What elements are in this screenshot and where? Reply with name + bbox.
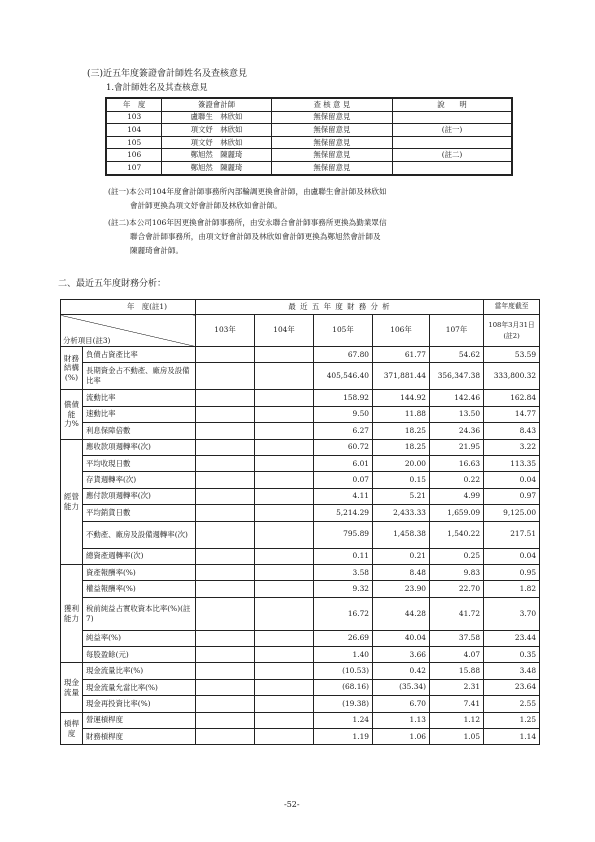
analysis-item: 現金流量比率(%): [83, 663, 196, 679]
value-cell: (35.34): [373, 679, 430, 695]
current-value-cell: 14.77: [484, 406, 540, 422]
header-analysis-item: 分析項目(註3): [61, 315, 196, 347]
analysis-item: 財務槓桿度: [83, 729, 196, 745]
value-cell: (10.53): [314, 663, 373, 679]
fin-data-row: [61, 548, 540, 564]
current-value-cell: 162.84: [484, 390, 540, 406]
value-cell: 0.11: [314, 548, 373, 564]
value-cell: 5.21: [373, 488, 430, 504]
value-cell: 16.63: [430, 455, 484, 471]
value-cell: 1.05: [430, 729, 484, 745]
value-cell: [196, 406, 255, 422]
value-cell: [196, 390, 255, 406]
fin-data-row: [61, 729, 540, 745]
value-cell: [196, 455, 255, 471]
category-label: 槓桿度: [61, 712, 83, 745]
auditor-row: [106, 149, 512, 162]
header-year-3: 105年: [314, 315, 373, 347]
auditor-year: 104: [106, 124, 162, 137]
header-opinion: 查 核 意 見: [271, 98, 392, 111]
value-cell: 1,458.38: [373, 521, 430, 548]
fin-data-row: [61, 423, 540, 439]
value-cell: 54.62: [430, 347, 484, 363]
fin-header-row-2: [61, 315, 540, 347]
current-value-cell: 8.43: [484, 423, 540, 439]
value-cell: 158.92: [314, 390, 373, 406]
fin-data-row: [61, 406, 540, 422]
analysis-item: 純益率(%): [83, 630, 196, 646]
analysis-item: 總資產週轉率(次): [83, 548, 196, 564]
value-cell: 2.31: [430, 679, 484, 695]
value-cell: [255, 439, 314, 455]
value-cell: [196, 581, 255, 597]
category-label: 獲利能力: [61, 564, 83, 663]
value-cell: [196, 472, 255, 488]
fin-data-row: [61, 564, 540, 580]
auditor-year: 106: [106, 149, 162, 162]
value-cell: 40.04: [373, 630, 430, 646]
value-cell: 13.50: [430, 406, 484, 422]
value-cell: 11.88: [373, 406, 430, 422]
value-cell: 4.07: [430, 647, 484, 663]
value-cell: 15.88: [430, 663, 484, 679]
value-cell: [255, 729, 314, 745]
value-cell: [255, 406, 314, 422]
auditor-cpa: 鄭旭然 陳麗琦: [162, 161, 271, 174]
category-label: 財務結構(%): [61, 347, 83, 390]
value-cell: [196, 347, 255, 363]
value-cell: [255, 647, 314, 663]
value-cell: 0.07: [314, 472, 373, 488]
auditor-table: [105, 97, 513, 176]
value-cell: [255, 521, 314, 548]
value-cell: [255, 679, 314, 695]
value-cell: [255, 488, 314, 504]
value-cell: [196, 439, 255, 455]
analysis-item: 流動比率: [83, 390, 196, 406]
fin-header-row-1: [61, 300, 540, 315]
header-year: 年 度: [106, 98, 162, 111]
auditor-row: [106, 111, 512, 124]
value-cell: [196, 521, 255, 548]
auditor-note: [393, 161, 512, 174]
fin-data-row: [61, 630, 540, 646]
value-cell: 144.92: [373, 390, 430, 406]
value-cell: 1.13: [373, 712, 430, 728]
value-cell: 6.70: [373, 696, 430, 712]
value-cell: [196, 564, 255, 580]
value-cell: [196, 505, 255, 521]
value-cell: (68.16): [314, 679, 373, 695]
auditor-row: [106, 136, 512, 149]
fin-data-row: [61, 505, 540, 521]
auditor-note: [393, 111, 512, 124]
value-cell: 7.41: [430, 696, 484, 712]
current-value-cell: 3.70: [484, 597, 540, 630]
value-cell: 26.69: [314, 630, 373, 646]
fin-data-row: [61, 363, 540, 390]
header-current: [484, 315, 540, 347]
value-cell: 37.58: [430, 630, 484, 646]
fin-data-row: [61, 472, 540, 488]
value-cell: [196, 548, 255, 564]
auditor-opinion: 無保留意見: [271, 136, 392, 149]
fin-data-row: [61, 712, 540, 728]
auditor-opinion: 無保留意見: [271, 124, 392, 137]
value-cell: 2,433.33: [373, 505, 430, 521]
fin-data-row: [61, 663, 540, 679]
header-year-label: 年 度(註1): [61, 300, 196, 315]
section3-title: (三)近五年度簽證會計師姓名及查核意見: [87, 69, 248, 79]
auditor-year: 103: [106, 111, 162, 124]
value-cell: 142.46: [430, 390, 484, 406]
analysis-item: 資產報酬率(%): [83, 564, 196, 580]
header-cpa: 簽證會計師: [162, 98, 271, 111]
value-cell: [196, 647, 255, 663]
value-cell: [255, 390, 314, 406]
fin-data-row: [61, 488, 540, 504]
value-cell: 23.90: [373, 581, 430, 597]
analysis-item: 長期資金占不動產、廠房及設備比率: [83, 363, 196, 390]
current-value-cell: 0.35: [484, 647, 540, 663]
financial-analysis-table: [60, 299, 540, 745]
analysis-item: 稅前純益占實收資本比率(%)(註7): [83, 597, 196, 630]
current-value-cell: 3.22: [484, 439, 540, 455]
value-cell: [255, 712, 314, 728]
fin-data-row: [61, 521, 540, 548]
value-cell: [196, 663, 255, 679]
value-cell: [196, 363, 255, 390]
analysis-item: 存貨週轉率(次): [83, 472, 196, 488]
value-cell: 1,540.22: [430, 521, 484, 548]
auditor-note: [393, 136, 512, 149]
value-cell: 16.72: [314, 597, 373, 630]
value-cell: [196, 712, 255, 728]
header-year-4: 106年: [373, 315, 430, 347]
value-cell: [255, 564, 314, 580]
current-value-cell: 1.25: [484, 712, 540, 728]
value-cell: 41.72: [430, 597, 484, 630]
value-cell: 0.42: [373, 663, 430, 679]
auditor-year: 105: [106, 136, 162, 149]
note-1-line-2: 會計師更換為項文妤會計師及林欣如會計師。: [130, 201, 282, 210]
section2-title: 二、最近五年度財務分析：: [58, 279, 167, 289]
analysis-item: 營運槓桿度: [83, 712, 196, 728]
category-label: 現金流量: [61, 663, 83, 712]
value-cell: 1,659.09: [430, 505, 484, 521]
auditor-note: (註一): [393, 124, 512, 137]
analysis-item: 現金再投資比率(%): [83, 696, 196, 712]
value-cell: [196, 597, 255, 630]
value-cell: 9.83: [430, 564, 484, 580]
value-cell: 20.00: [373, 455, 430, 471]
fin-data-row: [61, 597, 540, 630]
value-cell: 371,881.44: [373, 363, 430, 390]
value-cell: 1.40: [314, 647, 373, 663]
auditor-row: [106, 161, 512, 174]
value-cell: [255, 663, 314, 679]
header-year-2: 104年: [255, 315, 314, 347]
current-value-cell: 113.35: [484, 455, 540, 471]
current-value-cell: 0.97: [484, 488, 540, 504]
value-cell: 22.70: [430, 581, 484, 597]
value-cell: (19.38): [314, 696, 373, 712]
note-2-line-2: 聯合會計師事務所，由項文妤會計師及林欣如會計師更換為鄭旭然會計師及: [130, 232, 381, 241]
auditor-row: [106, 124, 512, 137]
value-cell: [196, 488, 255, 504]
header-current-top: 當年度截至: [484, 300, 540, 315]
value-cell: 6.27: [314, 423, 373, 439]
value-cell: [196, 630, 255, 646]
current-value-cell: 0.04: [484, 472, 540, 488]
value-cell: 0.21: [373, 548, 430, 564]
value-cell: 61.77: [373, 347, 430, 363]
value-cell: [255, 423, 314, 439]
fin-data-row: [61, 647, 540, 663]
auditor-cpa: 項文妤 林欣如: [162, 136, 271, 149]
value-cell: [255, 363, 314, 390]
analysis-item: 速動比率: [83, 406, 196, 422]
header-span-title: 最 近 五 年 度 財 務 分 析: [196, 300, 484, 315]
value-cell: 21.95: [430, 439, 484, 455]
value-cell: 5,214.29: [314, 505, 373, 521]
analysis-item: 現金流量允當比率(%): [83, 679, 196, 695]
value-cell: [196, 696, 255, 712]
value-cell: [255, 581, 314, 597]
fin-data-row: [61, 347, 540, 363]
value-cell: 0.15: [373, 472, 430, 488]
auditor-opinion: 無保留意見: [271, 161, 392, 174]
analysis-item: 應付款項週轉率(次): [83, 488, 196, 504]
value-cell: 1.06: [373, 729, 430, 745]
value-cell: 3.66: [373, 647, 430, 663]
header-year-1: 103年: [196, 315, 255, 347]
value-cell: 8.48: [373, 564, 430, 580]
fin-data-row: [61, 390, 540, 406]
note-1-line-1: (註一)本公司104年度會計師事務所內部輪調更換會計師，由盧聯生會計師及林欣如: [108, 187, 387, 196]
note-2-line-3: 陳麗琦會計師。: [130, 246, 184, 255]
analysis-item: 平均銷貨日數: [83, 505, 196, 521]
header-remark: 說 明: [393, 98, 512, 111]
value-cell: 18.25: [373, 439, 430, 455]
auditor-opinion: 無保留意見: [271, 111, 392, 124]
value-cell: 4.11: [314, 488, 373, 504]
value-cell: 1.24: [314, 712, 373, 728]
current-value-cell: 9,125.00: [484, 505, 540, 521]
section3-subtitle: 1.會計師姓名及其查核意見: [106, 83, 208, 93]
value-cell: 18.25: [373, 423, 430, 439]
value-cell: 4.99: [430, 488, 484, 504]
header-current-note: (註2): [503, 331, 520, 340]
fin-data-row: [61, 696, 540, 712]
value-cell: 1.12: [430, 712, 484, 728]
value-cell: [196, 423, 255, 439]
value-cell: [255, 696, 314, 712]
value-cell: 9.50: [314, 406, 373, 422]
analysis-item: 應收款項週轉率(次): [83, 439, 196, 455]
value-cell: 9.32: [314, 581, 373, 597]
category-label: 經營能力: [61, 439, 83, 564]
value-cell: 1.19: [314, 729, 373, 745]
auditor-header-row: [106, 98, 512, 111]
fin-data-row: [61, 455, 540, 471]
value-cell: 44.28: [373, 597, 430, 630]
auditor-opinion: 無保留意見: [271, 149, 392, 162]
value-cell: [255, 455, 314, 471]
current-value-cell: 0.95: [484, 564, 540, 580]
value-cell: [196, 729, 255, 745]
value-cell: 60.72: [314, 439, 373, 455]
value-cell: 795.89: [314, 521, 373, 548]
current-value-cell: 1.82: [484, 581, 540, 597]
value-cell: 356,347.38: [430, 363, 484, 390]
auditor-cpa: 盧聯生 林欣如: [162, 111, 271, 124]
current-value-cell: 217.51: [484, 521, 540, 548]
value-cell: [196, 679, 255, 695]
current-value-cell: 53.59: [484, 347, 540, 363]
auditor-cpa: 項文妤 林欣如: [162, 124, 271, 137]
current-value-cell: 2.55: [484, 696, 540, 712]
note-2-line-1: (註二)本公司106年因更換會計師事務所，由安永聯合會計師事務所更換為勤業眾信: [108, 218, 387, 227]
analysis-item: 權益報酬率(%): [83, 581, 196, 597]
analysis-item: 不動產、廠房及設備週轉率(次): [83, 521, 196, 548]
value-cell: [255, 347, 314, 363]
value-cell: [255, 630, 314, 646]
value-cell: 0.25: [430, 548, 484, 564]
current-value-cell: 0.04: [484, 548, 540, 564]
fin-data-row: [61, 439, 540, 455]
auditor-cpa: 鄭旭然 陳麗琦: [162, 149, 271, 162]
value-cell: 6.01: [314, 455, 373, 471]
header-year-5: 107年: [430, 315, 484, 347]
category-label: 償債能力%: [61, 390, 83, 439]
current-value-cell: 23.64: [484, 679, 540, 695]
current-value-cell: 1.14: [484, 729, 540, 745]
value-cell: 24.36: [430, 423, 484, 439]
page-number: -52-: [284, 800, 300, 809]
current-value-cell: 3.48: [484, 663, 540, 679]
analysis-item: 平均收現日數: [83, 455, 196, 471]
analysis-item: 負債占資產比率: [83, 347, 196, 363]
value-cell: 0.22: [430, 472, 484, 488]
current-value-cell: 23.44: [484, 630, 540, 646]
auditor-year: 107: [106, 161, 162, 174]
current-value-cell: 333,800.32: [484, 363, 540, 390]
value-cell: 405,546.40: [314, 363, 373, 390]
value-cell: [255, 597, 314, 630]
value-cell: [255, 548, 314, 564]
auditor-note: (註二): [393, 149, 512, 162]
value-cell: 67.80: [314, 347, 373, 363]
analysis-item: 利息保障倍數: [83, 423, 196, 439]
value-cell: 3.58: [314, 564, 373, 580]
fin-data-row: [61, 581, 540, 597]
value-cell: [255, 472, 314, 488]
value-cell: [255, 505, 314, 521]
analysis-item: 每股盈餘(元): [83, 647, 196, 663]
fin-data-row: [61, 679, 540, 695]
header-current-date: 108年3月31日: [488, 320, 535, 329]
